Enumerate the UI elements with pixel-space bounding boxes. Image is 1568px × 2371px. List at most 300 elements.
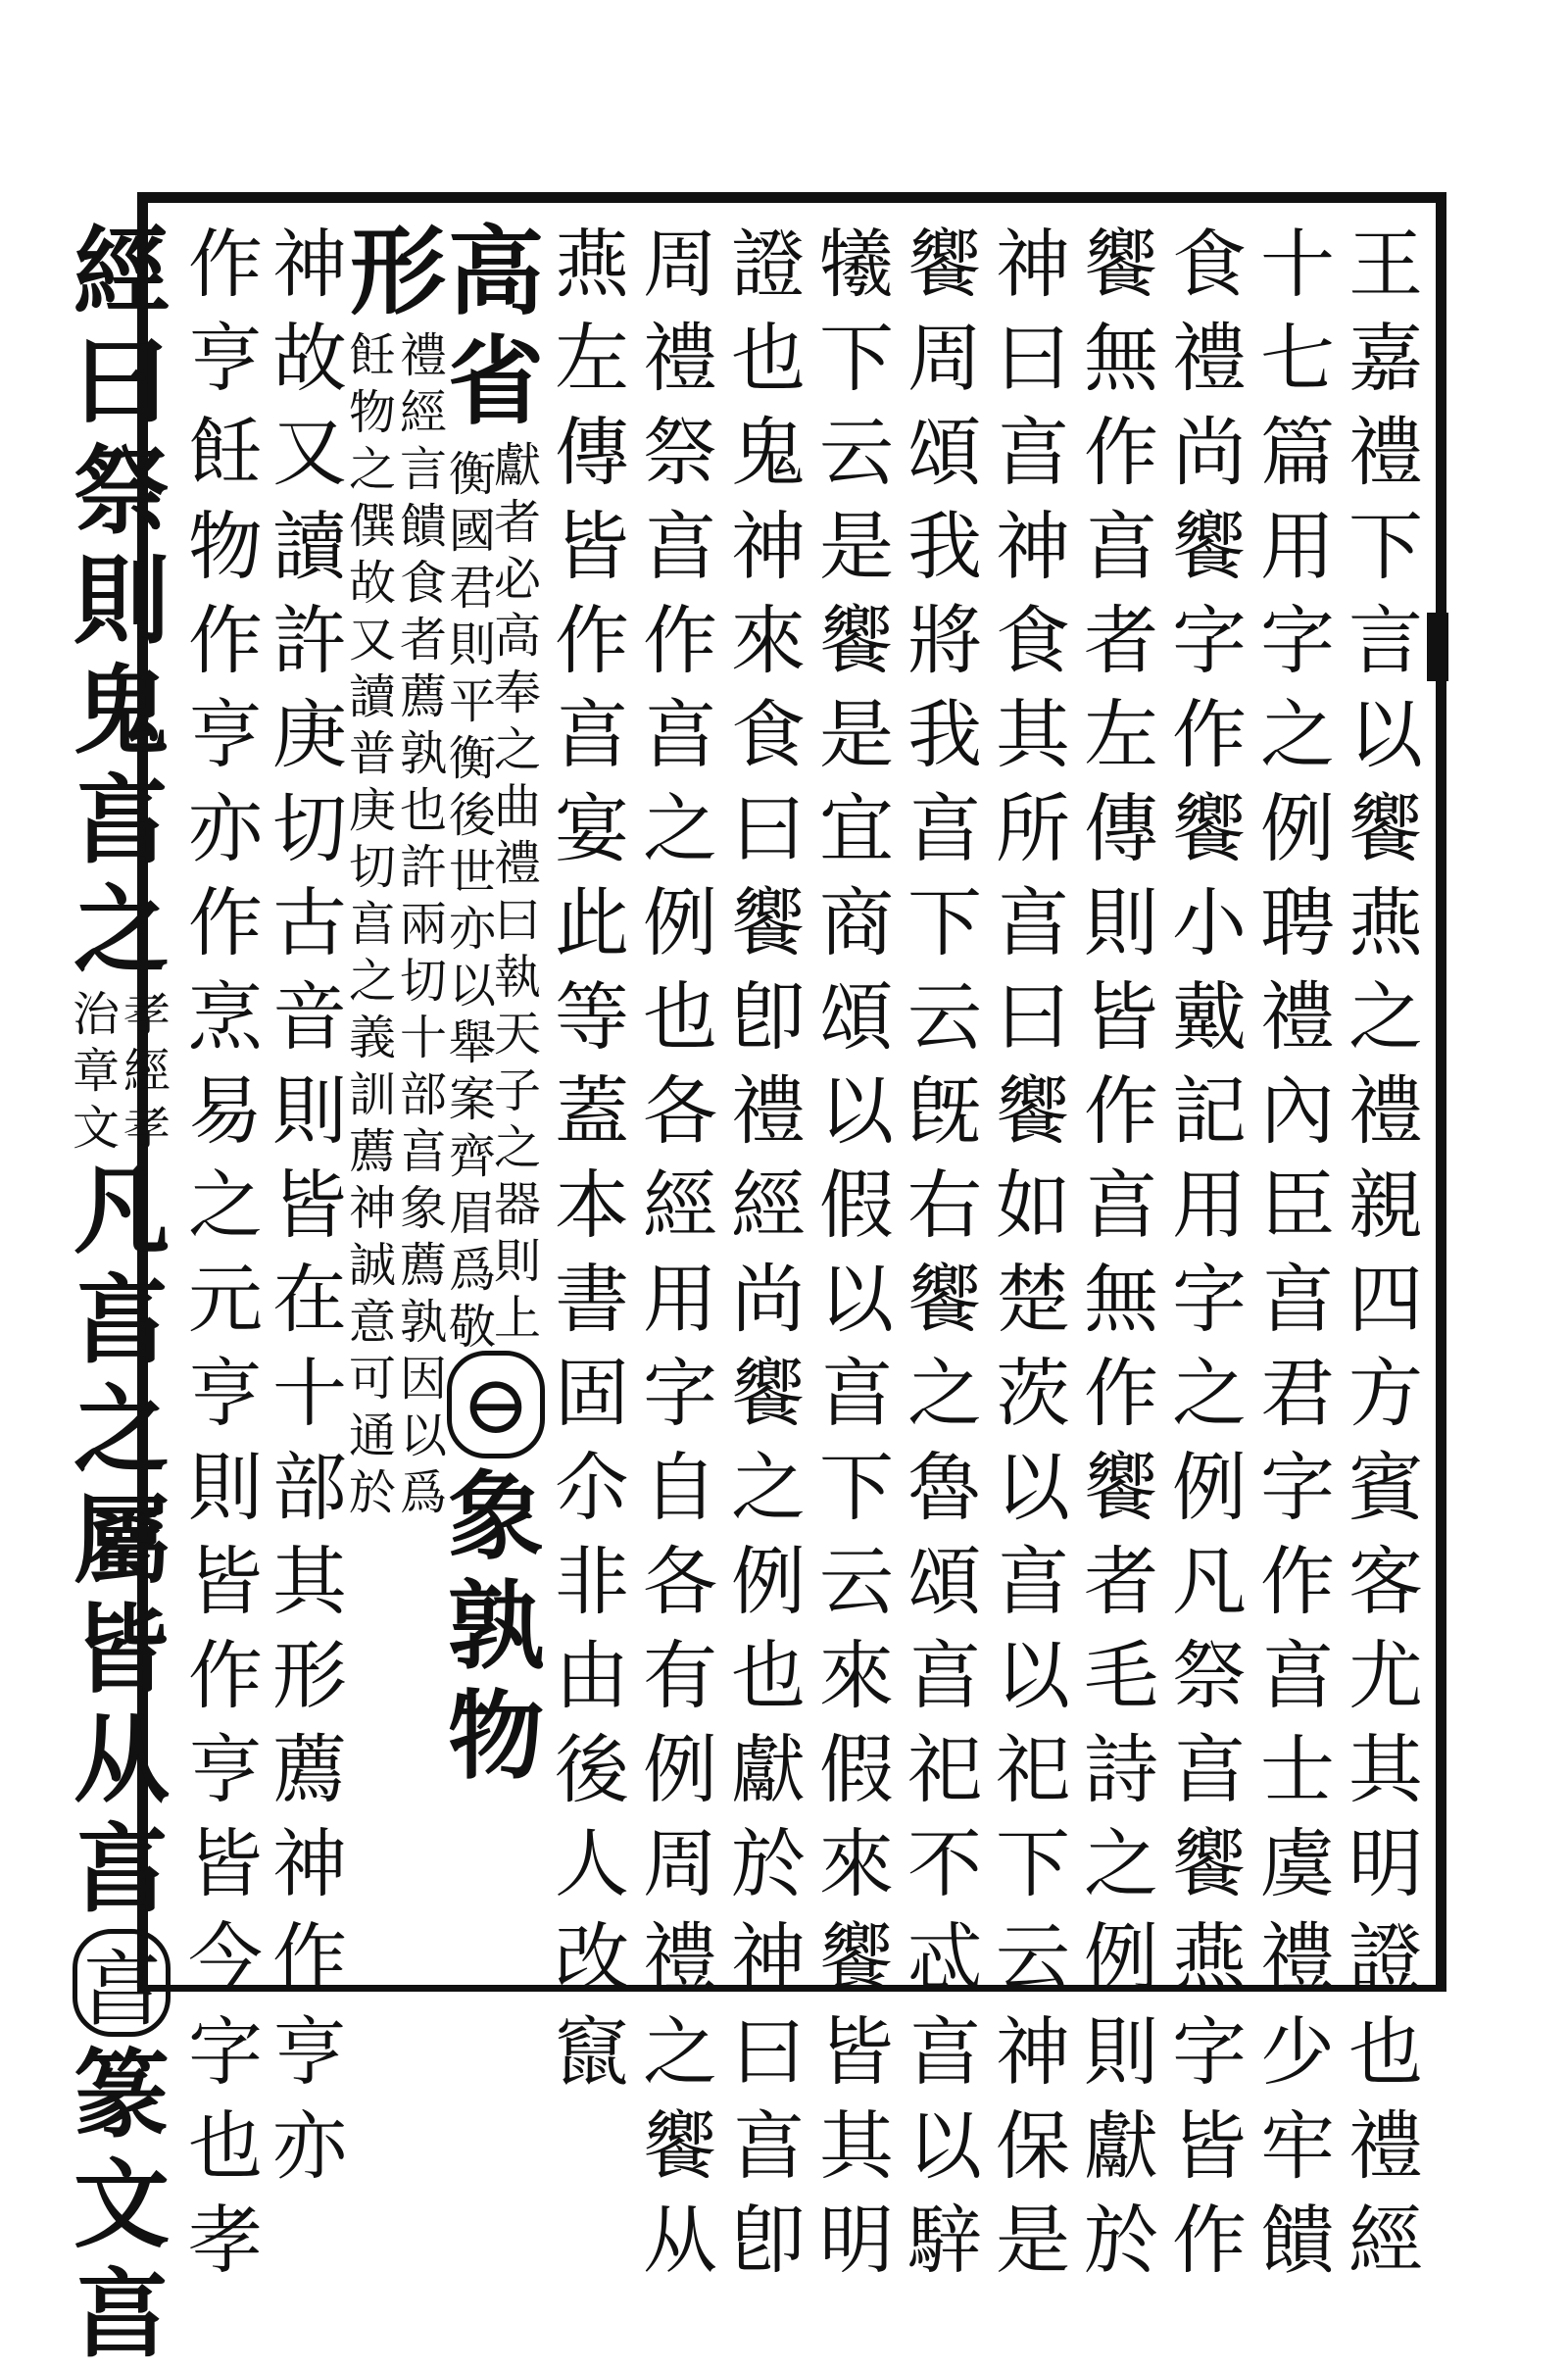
- glyph: 祭: [643, 409, 717, 496]
- glyph: 亯: [1084, 1161, 1158, 1249]
- glyph: 禮: [1348, 2102, 1423, 2190]
- glyph: 之: [1084, 1820, 1158, 1907]
- glyph: 士: [1260, 1726, 1335, 1813]
- glyph: 燕: [555, 221, 629, 308]
- glyph: 右: [907, 1161, 982, 1249]
- glyph: 古: [272, 879, 347, 966]
- glyph: 禮: [1260, 973, 1335, 1061]
- glyph: 許: [272, 597, 347, 684]
- glyph: 通: [348, 1408, 396, 1463]
- glyph: 國: [448, 504, 496, 559]
- glyph: 舉: [448, 1015, 496, 1070]
- glyph: 奉: [493, 666, 541, 720]
- glyph: 王: [1348, 221, 1423, 308]
- glyph: 作: [188, 221, 263, 308]
- glyph: 亯: [819, 1350, 894, 1437]
- glyph: 曰: [73, 325, 170, 438]
- glyph: 可: [348, 1352, 396, 1407]
- glyph: 亯: [996, 409, 1070, 496]
- glyph: 亯: [907, 1632, 982, 1719]
- glyph: 皆: [1084, 973, 1158, 1061]
- text-column-c6: [904, 218, 986, 2284]
- glyph: 禮: [643, 1914, 717, 2001]
- glyph: 之: [188, 1161, 263, 1249]
- glyph: 今: [188, 1914, 263, 2001]
- glyph: 作: [1260, 1538, 1335, 1625]
- glyph: 饋: [1260, 2197, 1335, 2284]
- glyph: 神: [272, 1820, 347, 1907]
- glyph: 經: [122, 1044, 171, 1099]
- glyph: 之: [493, 722, 541, 777]
- glyph: 凡: [1172, 1538, 1247, 1625]
- glyph: 其: [272, 1538, 347, 1625]
- glyph: 如: [996, 1161, 1070, 1249]
- glyph: 者: [1084, 1538, 1158, 1625]
- annotation-line-left: [72, 986, 121, 1157]
- glyph: 亯: [643, 503, 717, 590]
- glyph: 屬: [73, 1484, 170, 1597]
- margin-tab-mark: [1427, 613, 1448, 681]
- glyph: 改: [555, 1914, 629, 2001]
- glyph: 頌: [907, 409, 982, 496]
- glyph: 亨: [188, 1350, 263, 1437]
- glyph: 食: [996, 597, 1070, 684]
- glyph: 魯: [907, 1444, 982, 1531]
- glyph: 薦: [348, 1124, 396, 1179]
- glyph: 高: [447, 216, 544, 328]
- glyph: 由: [555, 1632, 629, 1719]
- glyph: 以: [907, 2102, 982, 2190]
- glyph: 普: [348, 726, 396, 781]
- glyph: 饗: [1084, 1444, 1158, 1531]
- glyph: 本: [555, 1161, 629, 1249]
- glyph: 則: [448, 617, 496, 672]
- glyph: 客: [1348, 1538, 1423, 1625]
- glyph: 亯: [996, 879, 1070, 966]
- glyph: 饋: [399, 499, 447, 554]
- text-column-c2: [1256, 218, 1339, 2284]
- glyph: 薦: [399, 1238, 447, 1293]
- glyph: 尒: [555, 1444, 629, 1531]
- glyph: 十: [272, 1350, 347, 1437]
- glyph: 神: [348, 1181, 396, 1236]
- glyph: 讀: [272, 503, 347, 590]
- glyph: 例: [1260, 785, 1335, 872]
- glyph: 云: [996, 1914, 1070, 2001]
- glyph: 周: [643, 1820, 717, 1907]
- glyph: 於: [348, 1465, 396, 1520]
- glyph: 饗: [819, 597, 894, 684]
- glyph: 饗: [907, 1256, 982, 1343]
- glyph: 之: [1172, 1350, 1247, 1437]
- glyph: 禮: [1348, 409, 1423, 496]
- glyph: 下: [819, 315, 894, 402]
- glyph: 曰: [731, 2008, 806, 2096]
- glyph: 經: [731, 1161, 806, 1249]
- glyph: 經: [1348, 2197, 1423, 2284]
- annotation-line-left: [348, 327, 397, 1521]
- glyph: 小: [1172, 879, 1247, 966]
- glyph: 子: [493, 1063, 541, 1118]
- glyph: 食: [399, 556, 447, 611]
- glyph: 其: [1348, 1726, 1423, 1813]
- glyph: 七: [1260, 315, 1335, 402]
- glyph: 各: [643, 1067, 717, 1155]
- glyph: 者: [1084, 597, 1158, 684]
- glyph: 則: [188, 1444, 263, 1531]
- glyph: 自: [643, 1444, 717, 1531]
- glyph: 孰: [399, 1295, 447, 1350]
- glyph: 等: [555, 973, 629, 1061]
- text-column-c8: [727, 218, 809, 2284]
- glyph: 形: [349, 216, 446, 328]
- glyph: 字: [188, 2008, 263, 2096]
- glyph: 切: [399, 954, 447, 1009]
- glyph: 凡: [73, 1155, 170, 1267]
- glyph: 饗: [643, 2102, 717, 2190]
- glyph: 又: [348, 613, 396, 667]
- seal-script-glyph: 亯: [73, 1929, 171, 2037]
- glyph: 也: [731, 1632, 806, 1719]
- glyph: 曰: [996, 973, 1070, 1061]
- glyph: 皆: [188, 1820, 263, 1907]
- glyph: 尚: [1172, 409, 1247, 496]
- glyph: 燕: [1348, 879, 1423, 966]
- glyph: 之: [907, 1350, 982, 1437]
- glyph: 食: [1172, 221, 1247, 308]
- glyph: 有: [643, 1632, 717, 1719]
- glyph: 篇: [1260, 409, 1335, 496]
- glyph: 云: [907, 973, 982, 1061]
- glyph: 言: [1348, 597, 1423, 684]
- glyph: 上: [493, 1291, 541, 1346]
- glyph: 亯: [1260, 1632, 1335, 1719]
- glyph: 亯: [73, 1813, 170, 1926]
- glyph: 鬼: [73, 655, 170, 767]
- glyph: 我: [907, 503, 982, 590]
- glyph: 下: [907, 879, 982, 966]
- glyph: 旣: [907, 1067, 982, 1155]
- glyph: 亯: [643, 691, 717, 778]
- glyph: 故: [348, 556, 396, 611]
- glyph: 言: [399, 442, 447, 497]
- glyph: 神: [731, 503, 806, 590]
- glyph: 方: [1348, 1350, 1423, 1437]
- glyph: 來: [819, 1632, 894, 1719]
- glyph: 齊: [448, 1129, 496, 1184]
- glyph: 尤: [1348, 1632, 1423, 1719]
- glyph: 之: [731, 1444, 806, 1531]
- glyph: 亯: [731, 2102, 806, 2190]
- glyph: 皆: [555, 503, 629, 590]
- glyph: 云: [819, 1538, 894, 1625]
- annotation-double-line: [348, 327, 448, 1521]
- glyph: 亦: [272, 2102, 347, 2190]
- glyph: 音: [272, 973, 347, 1061]
- glyph: 字: [1172, 2008, 1247, 2096]
- glyph: 曲: [493, 779, 541, 834]
- glyph: 禮: [1172, 315, 1247, 402]
- glyph: 燕: [1172, 1914, 1247, 2001]
- glyph: 於: [1084, 2197, 1158, 2284]
- glyph: 作: [1172, 691, 1247, 778]
- glyph: 詩: [1084, 1726, 1158, 1813]
- glyph: 執: [493, 950, 541, 1005]
- glyph: 爲: [399, 1465, 447, 1520]
- glyph: 亨: [272, 2008, 347, 2096]
- glyph: 假: [819, 1726, 894, 1813]
- glyph: 云: [819, 409, 894, 496]
- glyph: 曰: [731, 785, 806, 872]
- text-column-c14: [269, 218, 351, 2190]
- glyph: 衡: [448, 731, 496, 786]
- glyph: 十: [1260, 221, 1335, 308]
- glyph: 傳: [1084, 785, 1158, 872]
- glyph: 所: [996, 785, 1070, 872]
- glyph: 來: [731, 597, 806, 684]
- glyph: 案: [448, 1072, 496, 1127]
- glyph: 不: [907, 1820, 982, 1907]
- glyph: 作: [188, 1632, 263, 1719]
- glyph: 毛: [1084, 1632, 1158, 1719]
- glyph: 後: [448, 788, 496, 843]
- glyph: 字: [1260, 597, 1335, 684]
- glyph: 義: [348, 1011, 396, 1065]
- glyph: 例: [1084, 1914, 1158, 2001]
- glyph: 下: [1348, 503, 1423, 590]
- glyph: 亯: [996, 1538, 1070, 1625]
- glyph: 之: [348, 442, 396, 497]
- glyph: 臣: [1260, 1161, 1335, 1249]
- glyph: 嘉: [1348, 315, 1423, 402]
- glyph: 皆: [819, 2008, 894, 2096]
- glyph: 人: [555, 1820, 629, 1907]
- glyph: 用: [643, 1256, 717, 1343]
- text-column-c7: [815, 218, 898, 2284]
- glyph: 作: [1084, 1350, 1158, 1437]
- glyph: 禮: [1348, 1067, 1423, 1155]
- glyph: 亦: [188, 785, 263, 872]
- glyph: 作: [643, 597, 717, 684]
- glyph: 在: [272, 1256, 347, 1343]
- glyph: 也: [731, 315, 806, 402]
- glyph: 則: [493, 1234, 541, 1289]
- glyph: 賓: [1348, 1444, 1423, 1531]
- glyph: 我: [907, 691, 982, 778]
- glyph: 例: [1172, 1444, 1247, 1531]
- glyph: 饗: [1084, 221, 1158, 308]
- glyph: 假: [819, 1161, 894, 1249]
- glyph: 宴: [555, 785, 629, 872]
- glyph: 从: [73, 1704, 170, 1816]
- glyph: 饗: [1348, 785, 1423, 872]
- glyph: 作: [1084, 409, 1158, 496]
- glyph: 敬: [448, 1300, 496, 1355]
- glyph: 饗: [996, 1067, 1070, 1155]
- annotation-line-right: [399, 327, 448, 1521]
- glyph: 其: [996, 691, 1070, 778]
- annotation-line-right: [122, 986, 172, 1157]
- glyph: 鬼: [731, 409, 806, 496]
- glyph: 也: [188, 2102, 263, 2190]
- glyph: 經: [399, 385, 447, 440]
- glyph: 者: [399, 613, 447, 667]
- glyph: 則: [272, 1067, 347, 1155]
- glyph: 皆: [1172, 2102, 1247, 2190]
- text-column-c5: [992, 218, 1074, 2284]
- glyph: 形: [272, 1632, 347, 1719]
- glyph: 忒: [907, 1914, 982, 2001]
- glyph: 亯: [399, 1124, 447, 1179]
- glyph: 也: [643, 973, 717, 1061]
- glyph: 茨: [996, 1350, 1070, 1437]
- glyph: 戴: [1172, 973, 1247, 1061]
- glyph: 薦: [272, 1726, 347, 1813]
- glyph: 飪: [188, 409, 263, 496]
- glyph: 之: [1260, 691, 1335, 778]
- glyph: 祀: [907, 1726, 982, 1813]
- glyph: 易: [188, 1067, 263, 1155]
- glyph: 饗: [819, 1914, 894, 2001]
- glyph: 例: [731, 1538, 806, 1625]
- glyph: 祭: [1172, 1632, 1247, 1719]
- glyph: 物: [348, 385, 396, 440]
- glyph: 之: [643, 2008, 717, 2096]
- glyph: 虞: [1260, 1820, 1335, 1907]
- glyph: 下: [996, 1820, 1070, 1907]
- glyph: 平: [448, 674, 496, 729]
- glyph: 明: [819, 2197, 894, 2284]
- glyph: 以: [819, 1067, 894, 1155]
- glyph: 各: [643, 1538, 717, 1625]
- glyph: 作: [188, 597, 263, 684]
- glyph: 其: [819, 2102, 894, 2190]
- glyph: 衡: [448, 447, 496, 502]
- glyph: 以: [1348, 691, 1423, 778]
- glyph: 禮: [1260, 1914, 1335, 2001]
- glyph: 字: [1172, 1256, 1247, 1343]
- glyph: 从: [643, 2197, 717, 2284]
- glyph: 亯: [73, 2258, 170, 2371]
- glyph: 書: [555, 1256, 629, 1343]
- text-column-c16: [69, 216, 174, 2371]
- glyph: 無: [1084, 315, 1158, 402]
- glyph: 神: [272, 221, 347, 308]
- glyph: 以: [448, 959, 496, 1013]
- glyph: 器: [493, 1177, 541, 1232]
- text-column-c12: [443, 446, 502, 2210]
- glyph: 用: [1172, 1161, 1247, 1249]
- glyph: 四: [1348, 1256, 1423, 1343]
- glyph: 象: [447, 1460, 544, 1573]
- glyph: 之: [348, 954, 396, 1009]
- glyph: 象: [399, 1181, 447, 1236]
- glyph: 天: [493, 1007, 541, 1062]
- glyph: 字: [643, 1350, 717, 1437]
- glyph: 亨: [188, 691, 263, 778]
- glyph: 獻: [1084, 2102, 1158, 2190]
- glyph: 高: [493, 609, 541, 664]
- glyph: 省: [447, 325, 544, 438]
- glyph: 文: [73, 2149, 170, 2261]
- glyph: 以: [819, 1256, 894, 1343]
- glyph: 誠: [348, 1238, 396, 1293]
- glyph: 亨: [188, 315, 263, 402]
- glyph: 訓: [348, 1067, 396, 1122]
- glyph: 物: [188, 503, 263, 590]
- glyph: 獻: [731, 1726, 806, 1813]
- glyph: 也: [1348, 2008, 1423, 2096]
- glyph: 聘: [1260, 879, 1335, 966]
- glyph: 亯: [73, 765, 170, 877]
- glyph: 字: [1172, 597, 1247, 684]
- glyph: 明: [1348, 1820, 1423, 1907]
- glyph: 饗: [731, 879, 806, 966]
- glyph: 君: [1260, 1350, 1335, 1437]
- seal-script-glyph: ⊖: [447, 1351, 545, 1458]
- glyph: 禮: [493, 836, 541, 891]
- glyph: 則: [73, 545, 170, 658]
- glyph: 例: [643, 879, 717, 966]
- glyph: 祀: [996, 1726, 1070, 1813]
- glyph: 非: [555, 1538, 629, 1625]
- glyph: 部: [399, 1067, 447, 1122]
- glyph: 之: [643, 785, 717, 872]
- glyph: 饗: [907, 221, 982, 308]
- glyph: 頌: [907, 1538, 982, 1625]
- text-column-c13: [345, 218, 451, 1982]
- glyph: 亯: [1084, 503, 1158, 590]
- glyph: 後: [555, 1726, 629, 1813]
- glyph: 君: [448, 561, 496, 616]
- glyph: 之: [73, 874, 170, 987]
- glyph: 元: [188, 1256, 263, 1343]
- text-column-c10: [551, 218, 633, 2096]
- glyph: 作: [1172, 2197, 1247, 2284]
- glyph: 必: [493, 552, 541, 607]
- glyph: 眉: [448, 1186, 496, 1241]
- glyph: 是: [996, 2197, 1070, 2284]
- glyph: 傳: [555, 409, 629, 496]
- glyph: 曰: [996, 315, 1070, 402]
- glyph: 治: [72, 987, 120, 1042]
- glyph: 尚: [731, 1256, 806, 1343]
- glyph: 皆: [73, 1594, 170, 1706]
- glyph: 神: [996, 221, 1070, 308]
- glyph: 作: [555, 597, 629, 684]
- glyph: 爲: [448, 1243, 496, 1298]
- annotation-double-line: [72, 986, 172, 1157]
- glyph: 頌: [819, 973, 894, 1061]
- glyph: 下: [819, 1444, 894, 1531]
- glyph: 獻: [493, 438, 541, 493]
- glyph: 孰: [447, 1570, 544, 1683]
- glyph: 文: [72, 1101, 120, 1156]
- glyph: 烹: [188, 973, 263, 1061]
- glyph: 又: [272, 409, 347, 496]
- glyph: 亯: [348, 897, 396, 952]
- glyph: 亦: [448, 902, 496, 957]
- glyph: 神: [996, 503, 1070, 590]
- glyph: 卽: [731, 973, 806, 1061]
- glyph: 也: [399, 783, 447, 838]
- glyph: 僎: [348, 499, 396, 554]
- glyph: 竄: [555, 2008, 629, 2096]
- glyph: 以: [996, 1444, 1070, 1531]
- glyph: 作: [188, 879, 263, 966]
- glyph: 內: [1260, 1067, 1335, 1155]
- glyph: 用: [1260, 503, 1335, 590]
